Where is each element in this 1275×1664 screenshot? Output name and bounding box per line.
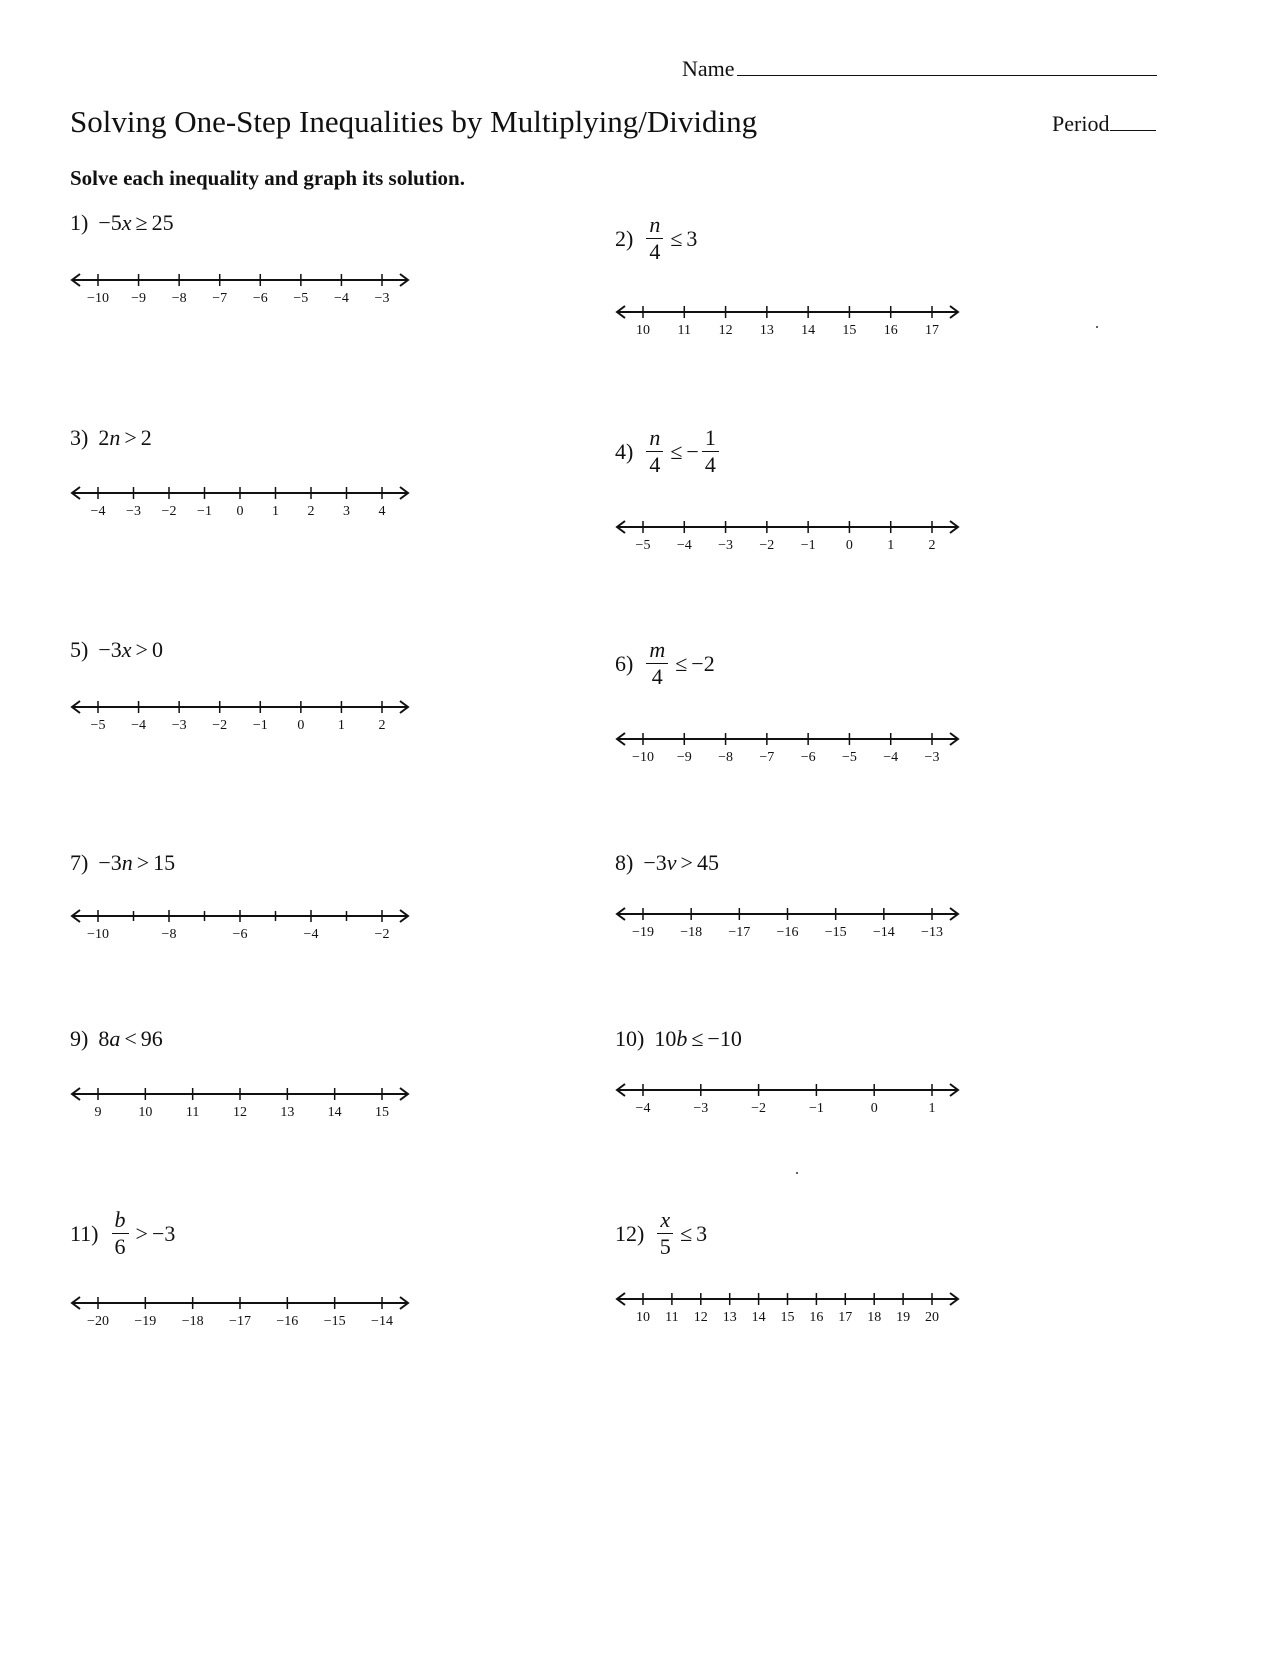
tick-label: 17: [925, 323, 939, 338]
fraction: [646, 427, 663, 476]
inequality: [98, 1026, 162, 1052]
tick-label: −3: [171, 718, 187, 733]
term: −3: [643, 850, 667, 875]
tick-label: −4: [303, 927, 319, 942]
tick-label: 17: [838, 1310, 853, 1325]
tick-label: 13: [759, 323, 774, 338]
tick-label: 14: [801, 323, 816, 338]
term: 25: [151, 210, 174, 235]
variable: a: [109, 1026, 121, 1051]
tick-label: 2: [378, 718, 386, 733]
problem-number: 7): [70, 850, 89, 875]
inequality: [98, 425, 151, 451]
fraction-denominator: 4: [649, 239, 661, 264]
problem-statement: [615, 214, 697, 263]
tick-label: 18: [867, 1310, 882, 1325]
tick-label: −7: [759, 750, 775, 765]
term: −3: [98, 637, 122, 662]
tick-label: −9: [676, 750, 692, 765]
problem-statement: [70, 637, 163, 663]
tick-label: 1: [887, 538, 895, 553]
tick-label: −5: [841, 750, 857, 765]
fraction: [646, 214, 663, 263]
term: 3: [686, 225, 698, 251]
number-line-graphic[interactable]: [615, 517, 960, 551]
fraction-numerator: 1: [702, 427, 719, 452]
problem-number: 3): [70, 425, 89, 450]
period-field: [1052, 110, 1156, 137]
inequality: [98, 850, 175, 876]
problem-statement: [70, 425, 152, 451]
tick-label: −3: [693, 1101, 709, 1116]
number-line-graphic[interactable]: [70, 483, 410, 517]
number-line-graphic[interactable]: [615, 1289, 960, 1323]
tick-label: 10: [636, 1310, 650, 1325]
problem-number: 6): [615, 650, 634, 676]
tick-label: 2: [307, 504, 315, 519]
number-line-graphic[interactable]: [615, 729, 960, 763]
tick-label: −1: [197, 504, 212, 519]
tick-label: −2: [161, 504, 177, 519]
problem-statement: [615, 1209, 707, 1258]
inequality-sign: <: [124, 1026, 137, 1051]
problem-statement: [615, 427, 722, 476]
tick-label: 20: [925, 1310, 939, 1325]
problem-number: 4): [615, 438, 634, 464]
period-blank[interactable]: [1110, 110, 1156, 131]
tick-label: −6: [252, 291, 268, 306]
tick-label: −16: [276, 1314, 299, 1329]
inequality: [109, 1209, 176, 1258]
name-blank[interactable]: [737, 55, 1157, 76]
tick-label: −4: [333, 291, 349, 306]
problem-number: 9): [70, 1026, 89, 1051]
problem-number: 11): [70, 1220, 99, 1246]
stray-mark: [1096, 326, 1098, 328]
tick-label: −1: [800, 538, 816, 553]
tick-label: 12: [693, 1310, 708, 1325]
term: 2: [98, 425, 110, 450]
tick-label: −19: [632, 925, 654, 940]
tick-label: −19: [134, 1314, 157, 1329]
tick-label: 16: [883, 323, 898, 338]
problem-number: 5): [70, 637, 89, 662]
tick-label: −4: [635, 1101, 651, 1116]
tick-label: −2: [212, 718, 228, 733]
number-line-graphic[interactable]: [70, 1084, 410, 1118]
tick-label: 4: [378, 504, 386, 519]
term: 0: [151, 637, 163, 662]
problem-number: 12): [615, 1220, 645, 1246]
variable: n: [121, 850, 133, 875]
inequality-sign: >: [136, 850, 150, 875]
tick-label: 11: [665, 1310, 679, 1325]
fraction-numerator: m: [646, 639, 668, 664]
tick-label: −10: [632, 750, 654, 765]
number-line[interactable]: [70, 483, 410, 517]
term: 2: [140, 425, 152, 450]
tick-label: −5: [90, 718, 106, 733]
problem-number: 10): [615, 1026, 645, 1051]
tick-label: 12: [233, 1105, 247, 1120]
variable: x: [121, 637, 132, 662]
term: −10: [707, 1026, 742, 1051]
term: 15: [153, 850, 176, 875]
term: 10: [654, 1026, 677, 1051]
tick-label: −3: [924, 750, 940, 765]
number-line[interactable]: [70, 270, 410, 304]
inequality: [98, 210, 173, 236]
fraction-denominator: 5: [659, 1234, 671, 1259]
period-label: Period: [1052, 111, 1110, 136]
tick-label: −15: [824, 925, 847, 940]
inequality: [654, 1209, 707, 1258]
tick-label: 14: [751, 1310, 766, 1325]
inequality: [643, 850, 719, 876]
problem-statement: [615, 639, 715, 688]
tick-label: 14: [327, 1105, 342, 1120]
fraction: [646, 639, 668, 688]
problem-statement: [70, 1209, 175, 1258]
number-line-graphic[interactable]: [615, 302, 960, 336]
number-line[interactable]: [615, 302, 960, 336]
number-line-graphic[interactable]: [70, 906, 410, 940]
inequality: [654, 1026, 742, 1052]
term: 96: [140, 1026, 163, 1051]
tick-label: −1: [252, 718, 268, 733]
number-line[interactable]: [70, 906, 410, 940]
tick-label: 2: [928, 538, 936, 553]
tick-label: 1: [928, 1101, 936, 1116]
tick-label: −3: [718, 538, 734, 553]
tick-label: −18: [680, 925, 703, 940]
tick-label: −2: [759, 538, 775, 553]
tick-label: −8: [171, 291, 187, 306]
tick-label: −17: [728, 925, 751, 940]
tick-label: −4: [131, 718, 147, 733]
number-line[interactable]: [70, 1293, 410, 1327]
tick-label: −5: [293, 291, 309, 306]
tick-label: −16: [776, 925, 799, 940]
tick-label: 0: [297, 718, 305, 733]
stray-mark: [796, 1172, 798, 1174]
problem-number: 1): [70, 210, 89, 235]
variable: b: [676, 1026, 688, 1051]
tick-label: −14: [872, 925, 895, 940]
tick-label: −10: [87, 291, 109, 306]
fraction-denominator: 4: [651, 664, 663, 689]
fraction-numerator: b: [112, 1209, 129, 1234]
tick-label: −4: [90, 504, 106, 519]
fraction-denominator: 4: [649, 452, 661, 477]
inequality-sign: ≤: [691, 1026, 704, 1051]
tick-label: 1: [272, 504, 279, 519]
tick-label: 10: [636, 323, 650, 338]
fraction-numerator: n: [646, 214, 663, 239]
name-label: Name: [682, 56, 735, 81]
tick-label: 3: [343, 504, 350, 519]
tick-label: 19: [896, 1310, 911, 1325]
name-field: [682, 55, 1157, 82]
tick-label: −4: [883, 750, 899, 765]
tick-label: −10: [87, 927, 109, 942]
term: 45: [696, 850, 719, 875]
term: −: [686, 438, 699, 464]
inequality-sign: >: [135, 1220, 148, 1246]
fraction-denominator: 6: [114, 1234, 126, 1259]
variable: v: [666, 850, 677, 875]
problem-statement: [70, 210, 174, 236]
term: 3: [696, 1220, 708, 1246]
tick-label: −14: [371, 1314, 393, 1329]
problem-statement: [615, 850, 719, 876]
term: 8: [98, 1026, 110, 1051]
number-line-graphic[interactable]: [615, 1080, 960, 1114]
problem-statement: [70, 1026, 163, 1052]
fraction: [657, 1209, 673, 1258]
tick-label: −3: [374, 291, 390, 306]
inequality-sign: >: [135, 637, 148, 662]
tick-label: −4: [676, 538, 692, 553]
tick-label: −7: [212, 291, 228, 306]
inequality: [98, 637, 163, 663]
fraction-numerator: x: [657, 1209, 673, 1234]
tick-label: −18: [181, 1314, 204, 1329]
problem-number: 8): [615, 850, 634, 875]
term: −3: [151, 1220, 176, 1246]
term: −5: [98, 210, 122, 235]
tick-label: −2: [374, 927, 390, 942]
inequality-sign: >: [680, 850, 693, 875]
tick-label: 13: [722, 1310, 737, 1325]
tick-label: −2: [751, 1101, 767, 1116]
tick-label: −8: [718, 750, 734, 765]
tick-label: 10: [138, 1105, 153, 1120]
tick-label: −9: [131, 291, 147, 306]
number-line-graphic[interactable]: [70, 270, 410, 304]
term: −3: [98, 850, 122, 875]
inequality-sign: ≥: [135, 210, 148, 235]
term: −2: [691, 650, 715, 676]
number-line[interactable]: [615, 904, 960, 938]
tick-label: 15: [780, 1310, 795, 1325]
worksheet-title: Solving One-Step Inequalities by Multiplying/Dividing: [70, 104, 758, 139]
tick-label: 0: [236, 504, 244, 519]
problem-statement: [70, 850, 175, 876]
inequality-sign: >: [124, 425, 137, 450]
inequality: [643, 639, 714, 688]
problem-number: 2): [615, 225, 634, 251]
variable: n: [109, 425, 121, 450]
inequality-sign: ≤: [680, 1220, 693, 1246]
inequality: [643, 214, 697, 263]
tick-label: −5: [635, 538, 651, 553]
tick-label: −6: [232, 927, 248, 942]
number-line-graphic[interactable]: [70, 697, 410, 731]
number-line[interactable]: [615, 729, 960, 763]
tick-label: 15: [375, 1105, 389, 1120]
inequality-sign: ≤: [675, 650, 688, 676]
fraction-denominator: 4: [704, 452, 716, 477]
number-line[interactable]: [70, 697, 410, 731]
tick-label: 12: [718, 323, 733, 338]
inequality-sign: ≤: [670, 438, 683, 464]
tick-label: −3: [126, 504, 141, 519]
tick-label: −17: [229, 1314, 251, 1329]
tick-label: 11: [677, 323, 692, 338]
tick-label: 0: [845, 538, 853, 553]
tick-label: −13: [921, 925, 943, 940]
fraction-numerator: n: [646, 427, 663, 452]
tick-label: 1: [337, 718, 345, 733]
tick-label: 16: [809, 1310, 824, 1325]
fraction: [702, 427, 719, 476]
number-line-graphic[interactable]: [70, 1293, 410, 1327]
tick-label: −1: [808, 1101, 824, 1116]
fraction: [112, 1209, 129, 1258]
number-line[interactable]: [615, 517, 960, 551]
number-line[interactable]: [615, 1289, 960, 1323]
tick-label: −8: [161, 927, 177, 942]
number-line[interactable]: [70, 1084, 410, 1118]
tick-label: 15: [842, 323, 857, 338]
tick-label: −6: [800, 750, 816, 765]
number-line-graphic[interactable]: [615, 904, 960, 938]
tick-label: 11: [185, 1105, 200, 1120]
tick-label: −20: [87, 1314, 109, 1329]
variable: x: [121, 210, 132, 235]
instructions: Solve each inequality and graph its solution.: [70, 166, 465, 190]
tick-label: 13: [280, 1105, 295, 1120]
inequality: [643, 427, 722, 476]
tick-label: −15: [323, 1314, 346, 1329]
inequality-sign: ≤: [670, 225, 683, 251]
number-line[interactable]: [615, 1080, 960, 1114]
problem-statement: [615, 1026, 742, 1052]
tick-label: 9: [94, 1105, 102, 1120]
tick-label: 0: [870, 1101, 878, 1116]
